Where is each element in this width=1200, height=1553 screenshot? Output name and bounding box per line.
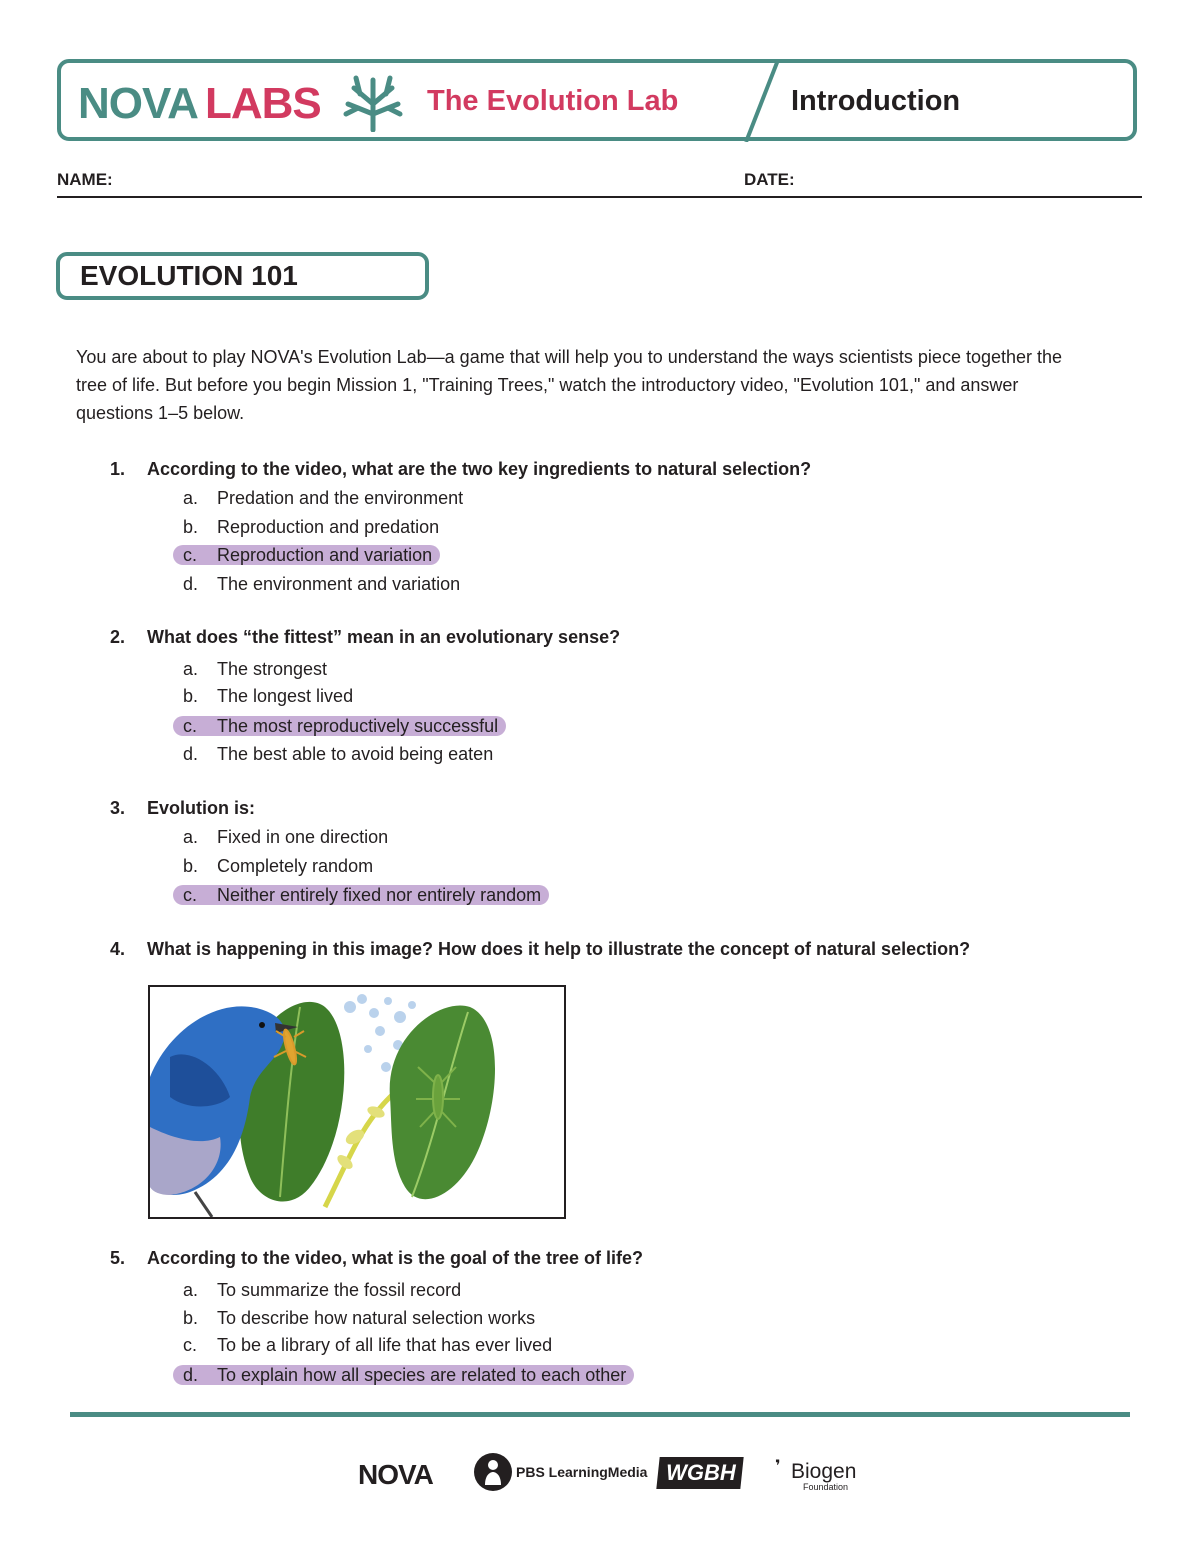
bird-eye <box>259 1022 265 1028</box>
question-number: 1. <box>110 459 126 479</box>
option-text: To describe how natural selection works <box>217 1308 536 1328</box>
question-number: 3. <box>110 798 126 818</box>
option-text: Reproduction and predation <box>217 517 440 537</box>
option-text: Reproduction and variation <box>217 545 433 565</box>
option-letter: a. <box>183 659 199 679</box>
option-letter: b. <box>183 517 199 537</box>
option-text: To summarize the fossil record <box>217 1280 462 1300</box>
lab-title: The Evolution Lab <box>427 85 679 117</box>
banner-divider <box>742 60 782 142</box>
answer-option-selected <box>183 715 506 737</box>
option-text: Completely random <box>217 856 374 876</box>
option-text: The environment and variation <box>217 574 461 594</box>
nova-footer-logo: NOVA <box>358 1459 433 1490</box>
question-number: 4. <box>110 939 126 959</box>
option-text: Predation and the environment <box>217 488 464 508</box>
option-letter: b. <box>183 856 199 876</box>
illustration-svg <box>150 987 564 1217</box>
option-text: The longest lived <box>217 686 354 706</box>
option-letter: a. <box>183 1280 199 1300</box>
answer-option-selected <box>183 1364 634 1386</box>
biogen-mark-icon: ❜ <box>775 1458 781 1475</box>
pbs-learningmedia-logo: PBS LearningMedia <box>516 1464 648 1480</box>
question-number: 2. <box>110 627 126 647</box>
question-text: According to the video, what are the two key ingredients to natural selection? <box>147 459 812 479</box>
question-text: Evolution is: <box>147 798 255 818</box>
answer-option <box>183 685 353 707</box>
date-label: DATE: <box>744 170 795 189</box>
option-letter: d. <box>183 744 199 764</box>
option-text: The best able to avoid being eaten <box>217 744 494 764</box>
option-letter: c. <box>183 545 198 565</box>
option-letter: c. <box>183 1335 198 1355</box>
answer-highlight <box>173 545 440 565</box>
answer-option <box>183 743 493 765</box>
option-letter: d. <box>183 1365 199 1385</box>
bird-leg <box>195 1192 212 1217</box>
tree-icon <box>342 74 404 132</box>
biogen-foundation-label: Foundation <box>803 1482 849 1492</box>
question-text: What does “the fittest” mean in an evolutionary sense? <box>147 627 621 647</box>
answer-highlight <box>173 716 506 736</box>
answer-option <box>183 1334 552 1356</box>
nova-logo-text: NOVA <box>78 79 198 128</box>
answer-highlight <box>173 1365 634 1385</box>
question-2 <box>110 627 620 648</box>
name-date-line <box>57 196 1142 198</box>
option-text: To be a library of all life that has ever lived <box>217 1335 553 1355</box>
option-letter: b. <box>183 686 199 706</box>
question-4 <box>110 939 970 960</box>
answer-option <box>183 855 373 877</box>
wgbh-logo: WGBH <box>666 1460 736 1485</box>
option-text: Fixed in one direction <box>217 827 389 847</box>
option-letter: b. <box>183 1308 199 1328</box>
answer-option <box>183 487 463 509</box>
option-letter: a. <box>183 488 199 508</box>
question-text: According to the video, what is the goal of the tree of life? <box>147 1248 644 1268</box>
option-text: The most reproductively successful <box>217 716 499 736</box>
intro-paragraph: You are about to play NOVA's Evolution Lab—a game that will help you to understand the ways scientists piece together the tree of life. But before you begin Mission 1, "Training Trees," watch the introductory video, "Evolution 101," and answer questions 1–5 below. <box>76 347 1063 423</box>
answer-option-selected <box>183 544 440 566</box>
question-3 <box>110 798 255 819</box>
pbs-logo-icon <box>473 1452 513 1492</box>
option-text: The strongest <box>217 659 328 679</box>
option-letter: a. <box>183 827 199 847</box>
question-text: What is happening in this image? How does it help to illustrate the concept of natural selection? <box>147 939 971 959</box>
bird-and-leaf-illustration <box>148 985 566 1219</box>
question-number: 5. <box>110 1248 126 1268</box>
name-label: NAME: <box>57 170 113 189</box>
answer-option <box>183 573 460 595</box>
option-text: Neither entirely fixed nor entirely random <box>217 885 542 905</box>
option-letter: d. <box>183 574 199 594</box>
answer-highlight <box>173 885 549 905</box>
answer-option <box>183 516 439 538</box>
answer-option <box>183 1279 461 1301</box>
question-1 <box>110 459 811 480</box>
answer-option-selected <box>183 884 549 906</box>
answer-option <box>183 1307 535 1329</box>
section-title: Introduction <box>791 85 961 117</box>
biogen-logo: Biogen <box>791 1460 857 1483</box>
worksheet-title: EVOLUTION 101 <box>80 260 298 291</box>
labs-logo-text: LABS <box>205 79 321 128</box>
answer-option <box>183 658 327 680</box>
option-letter: c. <box>183 716 198 736</box>
answer-option <box>183 826 388 848</box>
option-letter: c. <box>183 885 198 905</box>
footer-divider <box>70 1412 1130 1417</box>
question-5 <box>110 1248 643 1269</box>
option-text: To explain how all species are related to each other <box>217 1365 627 1385</box>
